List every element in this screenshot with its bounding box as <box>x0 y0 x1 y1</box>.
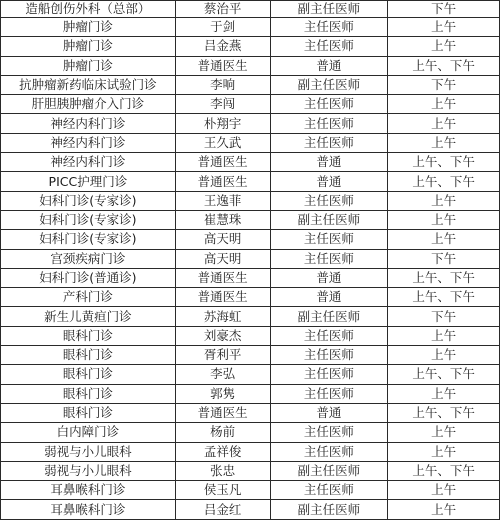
doctor-cell: 王逸菲 <box>175 191 270 210</box>
doctor-cell: 高天明 <box>175 230 270 249</box>
department-cell: 白内障门诊 <box>1 423 176 442</box>
title-cell: 普通 <box>270 172 388 191</box>
doctor-cell: 李闯 <box>175 95 270 114</box>
doctor-cell: 侯玉凡 <box>175 481 270 500</box>
session-cell: 下午 <box>388 249 500 268</box>
table-row <box>1 326 500 345</box>
session-cell: 上午 <box>388 191 500 210</box>
session-cell: 上午 <box>388 95 500 114</box>
doctor-cell: 普通医生 <box>175 153 270 172</box>
department-cell: 产科门诊 <box>1 288 176 307</box>
title-cell: 主任医师 <box>270 384 388 403</box>
table-row <box>1 268 500 287</box>
session-cell: 上午 <box>388 423 500 442</box>
doctor-cell: 蔡治平 <box>175 1 270 18</box>
session-cell: 上午 <box>388 442 500 461</box>
doctor-cell: 杨前 <box>175 423 270 442</box>
department-cell: 耳鼻喉科门诊 <box>1 500 176 519</box>
department-cell: 抗肿瘤新药临床试验门诊 <box>1 75 176 94</box>
title-cell: 主任医师 <box>270 114 388 133</box>
department-cell: 弱视与小儿眼科 <box>1 461 176 480</box>
doctor-cell: 于剑 <box>175 18 270 37</box>
department-cell: 肝胆胰肿瘤介入门诊 <box>1 95 176 114</box>
department-cell: 眼科门诊 <box>1 346 176 365</box>
title-cell: 主任医师 <box>270 191 388 210</box>
title-cell: 普通 <box>270 268 388 287</box>
department-cell: 造船创伤外科（总部） <box>1 1 176 18</box>
table-row <box>1 210 500 229</box>
table-row <box>1 461 500 480</box>
table-row <box>1 56 500 75</box>
doctor-cell: 胥利平 <box>175 346 270 365</box>
title-cell: 主任医师 <box>270 37 388 56</box>
department-cell: PICC护理门诊 <box>1 172 176 191</box>
department-cell: 耳鼻喉科门诊 <box>1 481 176 500</box>
session-cell: 上午 <box>388 37 500 56</box>
session-cell: 上午 <box>388 230 500 249</box>
doctor-cell: 刘豪杰 <box>175 326 270 345</box>
session-cell: 上午 <box>388 384 500 403</box>
session-cell: 上午、下午 <box>388 268 500 287</box>
department-cell: 神经内科门诊 <box>1 153 176 172</box>
doctor-cell: 普通医生 <box>175 172 270 191</box>
session-cell: 下午 <box>388 307 500 326</box>
table-row <box>1 75 500 94</box>
table-row <box>1 365 500 384</box>
doctor-cell: 普通医生 <box>175 56 270 75</box>
session-cell: 上午、下午 <box>388 365 500 384</box>
title-cell: 主任医师 <box>270 442 388 461</box>
department-cell: 妇科门诊(专家诊) <box>1 210 176 229</box>
department-cell: 弱视与小儿眼科 <box>1 442 176 461</box>
title-cell: 普通 <box>270 56 388 75</box>
title-cell: 主任医师 <box>270 18 388 37</box>
table-row <box>1 384 500 403</box>
department-cell: 肿瘤门诊 <box>1 56 176 75</box>
department-cell: 宫颈疾病门诊 <box>1 249 176 268</box>
table-row <box>1 230 500 249</box>
doctor-cell: 张忠 <box>175 461 270 480</box>
table-row <box>1 1 500 18</box>
session-cell: 上午、下午 <box>388 403 500 422</box>
table-row <box>1 153 500 172</box>
doctor-cell: 普通医生 <box>175 268 270 287</box>
session-cell: 上午 <box>388 18 500 37</box>
department-cell: 眼科门诊 <box>1 326 176 345</box>
table-row <box>1 249 500 268</box>
doctor-cell: 郭隽 <box>175 384 270 403</box>
department-cell: 妇科门诊(专家诊) <box>1 230 176 249</box>
table-row <box>1 95 500 114</box>
title-cell: 主任医师 <box>270 133 388 152</box>
title-cell: 主任医师 <box>270 365 388 384</box>
session-cell: 上午 <box>388 500 500 519</box>
title-cell: 主任医师 <box>270 326 388 345</box>
title-cell: 主任医师 <box>270 346 388 365</box>
table-row <box>1 18 500 37</box>
session-cell: 下午 <box>388 1 500 18</box>
session-cell: 上午 <box>388 210 500 229</box>
table-row <box>1 172 500 191</box>
doctor-cell: 普通医生 <box>175 288 270 307</box>
title-cell: 副主任医师 <box>270 210 388 229</box>
doctor-cell: 朴翔宇 <box>175 114 270 133</box>
table-row <box>1 133 500 152</box>
title-cell: 副主任医师 <box>270 1 388 18</box>
table-row <box>1 346 500 365</box>
session-cell: 上午 <box>388 346 500 365</box>
department-cell: 妇科门诊(专家诊) <box>1 191 176 210</box>
session-cell: 上午 <box>388 326 500 345</box>
title-cell: 副主任医师 <box>270 461 388 480</box>
table-row <box>1 288 500 307</box>
session-cell: 上午 <box>388 133 500 152</box>
doctor-cell: 孟祥俊 <box>175 442 270 461</box>
title-cell: 主任医师 <box>270 481 388 500</box>
session-cell: 上午 <box>388 481 500 500</box>
table-row <box>1 37 500 56</box>
department-cell: 眼科门诊 <box>1 384 176 403</box>
title-cell: 主任医师 <box>270 230 388 249</box>
title-cell: 主任医师 <box>270 95 388 114</box>
session-cell: 上午、下午 <box>388 461 500 480</box>
schedule-table-body <box>1 1 500 520</box>
department-cell: 眼科门诊 <box>1 403 176 422</box>
table-row <box>1 442 500 461</box>
title-cell: 主任医师 <box>270 249 388 268</box>
department-cell: 肿瘤门诊 <box>1 18 176 37</box>
title-cell: 普通 <box>270 403 388 422</box>
table-row <box>1 191 500 210</box>
doctor-cell: 李响 <box>175 75 270 94</box>
doctor-cell: 崔慧珠 <box>175 210 270 229</box>
department-cell: 眼科门诊 <box>1 365 176 384</box>
table-row <box>1 114 500 133</box>
doctor-cell: 高天明 <box>175 249 270 268</box>
title-cell: 副主任医师 <box>270 500 388 519</box>
table-row <box>1 403 500 422</box>
department-cell: 新生儿黄疸门诊 <box>1 307 176 326</box>
table-row <box>1 481 500 500</box>
department-cell: 神经内科门诊 <box>1 133 176 152</box>
session-cell: 上午 <box>388 114 500 133</box>
title-cell: 普通 <box>270 288 388 307</box>
doctor-cell: 吕金红 <box>175 500 270 519</box>
title-cell: 主任医师 <box>270 423 388 442</box>
title-cell: 普通 <box>270 153 388 172</box>
department-cell: 神经内科门诊 <box>1 114 176 133</box>
doctor-cell: 普通医生 <box>175 403 270 422</box>
department-cell: 妇科门诊(普通诊) <box>1 268 176 287</box>
session-cell: 上午、下午 <box>388 153 500 172</box>
department-cell: 肿瘤门诊 <box>1 37 176 56</box>
title-cell: 副主任医师 <box>270 307 388 326</box>
title-cell: 副主任医师 <box>270 75 388 94</box>
table-row <box>1 307 500 326</box>
session-cell: 上午、下午 <box>388 288 500 307</box>
doctor-cell: 李弘 <box>175 365 270 384</box>
table-row <box>1 500 500 519</box>
doctor-cell: 王久武 <box>175 133 270 152</box>
session-cell: 下午 <box>388 75 500 94</box>
session-cell: 上午、下午 <box>388 172 500 191</box>
doctor-cell: 苏海虹 <box>175 307 270 326</box>
doctor-cell: 吕金燕 <box>175 37 270 56</box>
table-row <box>1 423 500 442</box>
session-cell: 上午、下午 <box>388 56 500 75</box>
